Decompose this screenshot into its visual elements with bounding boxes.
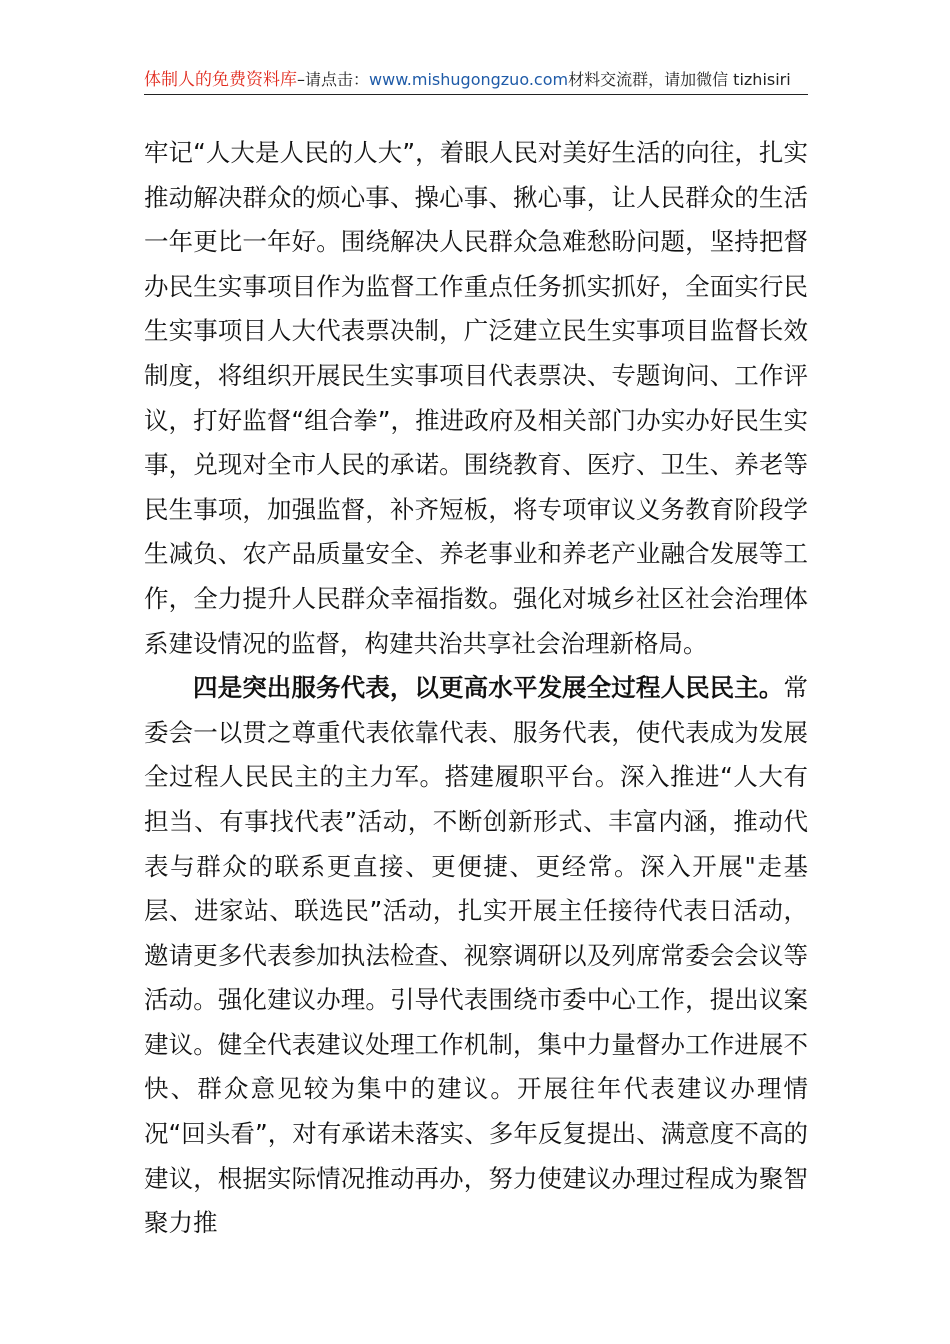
header-brand: 体制人的免费资料库: [144, 70, 297, 90]
paragraph-2-text: 常委会一以贯之尊重代表依靠代表、服务代表，使代表成为发展全过程人民民主的主力军。搭建履职平台。深入推进“人大有担当、有事找代表”活动，不断创新形式、丰富内涵，推动代表与群众的联系更直接、更便捷、更经常。深入开展"走基层、进家站、联选民”活动，扎实开展主任接待代表日活动，邀请更多代表参加执法检查、视察调研以及列席常委会会议等活动。强化建议办理。引导代表围绕市委中心工作，提出议案建议。健全代表建议处理工作机制，集中力量督办工作进展不快、群众意见较为集中的建议。开展往年代表建议办理情况“回头看”，对有承诺未落实、多年反复提出、满意度不高的建议，根据实际情况推动再办，努力使建议办理过程成为聚智聚力推: [144, 673, 808, 1238]
header-tail: 材料交流群，请加微信 tizhisiri: [568, 70, 791, 89]
paragraph-1-text: 牢记“人大是人民的人大”，着眼人民对美好生活的向往，扎实推动解决群众的烦心事、操心事、揪心事，让人民群众的生活一年更比一年好。围绕解决人民群众急难愁盼问题，坚持把督办民生实事项目作为监督工作重点任务抓实抓好，全面实行民生实事项目人大代表票决制，广泛建立民生实事项目监督长效制度，将组织开展民生实事项目代表票决、专题询问、工作评议，打好监督“组合拳”，推进政府及相关部门办实办好民生实事，兑现对全市人民的承诺。围绕教育、医疗、卫生、养老等民生事项，加强监督，补齐短板，将专项审议义务教育阶段学生减负、农产品质量安全、养老事业和养老产业融合发展等工作，全力提升人民群众幸福指数。强化对城乡社区社会治理体系建设情况的监督，构建共治共享社会治理新格局。: [144, 138, 808, 658]
paragraph-2: [144, 666, 808, 1246]
paragraph-2-lead: 四是突出服务代表，以更高水平发展全过程人民民主。: [193, 673, 784, 703]
paragraph-1: [144, 131, 808, 666]
header-url-link[interactable]: www.mishugongzuo.com: [369, 70, 569, 89]
page-header: [144, 66, 808, 95]
header-separator: –请点击：: [297, 70, 370, 89]
document-body: [144, 131, 808, 1246]
